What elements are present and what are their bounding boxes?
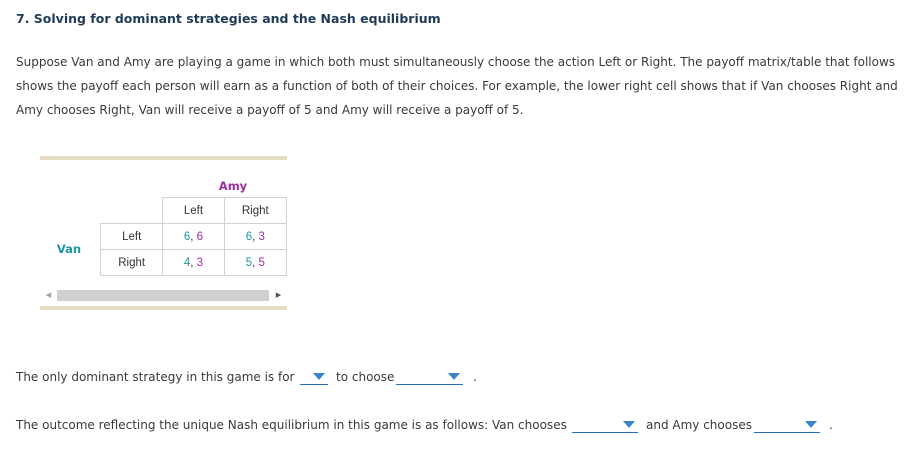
intro-paragraph: Suppose Van and Amy are playing a game in which both must simultaneously choose the action Left or Right. The payoff matrix/table that follows shows the payoff each person will earn as a function of both of their choices. For example, the lower right cell shows that if Van chooses Right and Amy chooses Right, Van will receive a payoff of 5 and Amy will receive a payoff of 5. — [16, 55, 898, 117]
column-player-label: Amy — [218, 179, 248, 193]
amy-payoff: 3 — [258, 230, 265, 243]
payoff-matrix — [40, 156, 287, 311]
player-dropdown[interactable] — [300, 368, 328, 385]
payoff-separator: , — [252, 230, 259, 243]
payoff-separator: , — [252, 256, 259, 269]
payoff-cell-left-right — [224, 224, 286, 250]
chevron-down-icon — [805, 421, 817, 428]
amy-payoff: 3 — [196, 256, 204, 269]
row-header-right: Right — [101, 250, 163, 276]
question2-text-b: and Amy chooses — [646, 418, 752, 432]
payoff-table — [100, 197, 287, 276]
van-payoff: 6 — [183, 230, 191, 243]
scroll-right-arrow-icon[interactable]: ▶ — [275, 291, 282, 299]
chevron-down-icon — [623, 421, 635, 428]
col-header-left: Left — [163, 198, 224, 224]
payoff-cell-right-right — [224, 250, 286, 276]
van-payoff: 4 — [183, 256, 191, 269]
van-payoff: 6 — [245, 230, 253, 243]
chevron-down-icon — [448, 373, 460, 380]
scrollbar-thumb[interactable] — [57, 290, 269, 301]
question1-period: . — [473, 370, 477, 384]
scroll-left-arrow-icon[interactable]: ◀ — [45, 291, 52, 299]
amy-payoff: 5 — [258, 256, 265, 269]
payoff-cell-left-left — [163, 224, 224, 250]
payoff-separator: , — [190, 256, 197, 269]
chevron-down-icon — [313, 373, 325, 380]
question1-text-a: The only dominant strategy in this game is for — [16, 370, 295, 384]
action-dropdown[interactable] — [396, 368, 463, 385]
question2-text-a: The outcome reflecting the unique Nash equilibrium in this game is as follows: Van chooses — [16, 418, 567, 432]
col-header-right: Right — [224, 198, 286, 224]
matrix-top-rule — [40, 156, 287, 160]
question2-period: . — [829, 418, 833, 432]
question1-text-b: to choose — [336, 370, 395, 384]
amy-choice-dropdown[interactable] — [754, 416, 820, 433]
payoff-cell-right-left — [163, 250, 224, 276]
row-header-left: Left — [101, 224, 163, 250]
payoff-separator: , — [190, 230, 197, 243]
matrix-bottom-rule — [40, 306, 287, 310]
page-title: 7. Solving for dominant strategies and the Nash equilibrium — [16, 11, 441, 26]
van-payoff: 5 — [245, 256, 253, 269]
horizontal-scrollbar[interactable] — [40, 289, 287, 302]
row-player-label: Van — [56, 242, 82, 256]
amy-payoff: 6 — [196, 230, 204, 243]
van-choice-dropdown[interactable] — [572, 416, 638, 433]
